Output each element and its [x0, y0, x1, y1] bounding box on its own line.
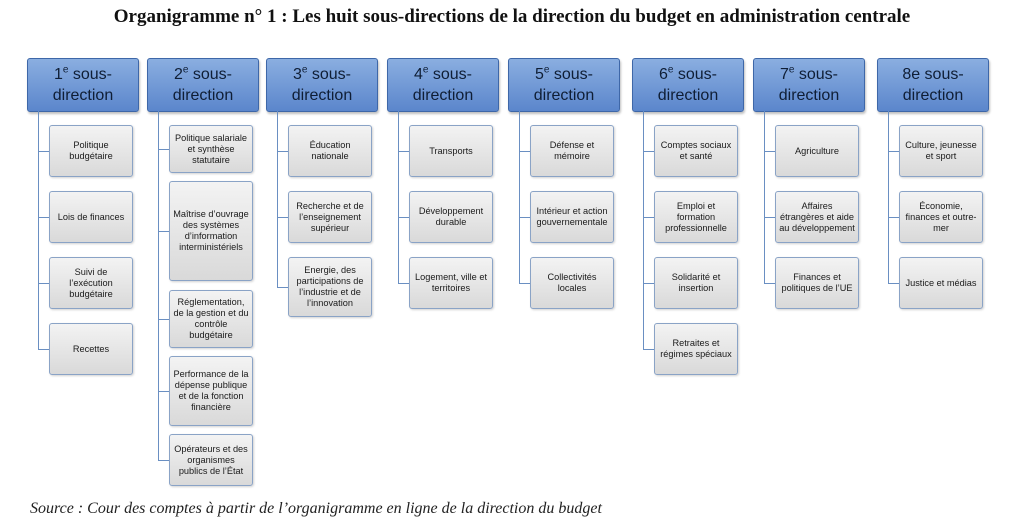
- bureau-label: Lois de finances: [57, 211, 125, 222]
- bureau-box: [654, 257, 738, 309]
- subdirection-number: 3: [292, 66, 302, 83]
- subdirection-label-part: sous-: [307, 66, 352, 83]
- bureau-box: [169, 290, 253, 348]
- bureau-box: [530, 125, 614, 177]
- bureau-box: [49, 191, 133, 243]
- subdirection-header: [508, 58, 620, 112]
- connector-horizontal: [38, 349, 49, 350]
- bureau-box: [409, 125, 493, 177]
- subdirection-label-part: sous-: [428, 66, 473, 83]
- connector-horizontal: [888, 217, 899, 218]
- subdirection-header-line: [414, 64, 472, 85]
- bureau-box: [49, 323, 133, 375]
- bureau-box: [288, 125, 372, 177]
- bureau-box: [530, 191, 614, 243]
- bureau-label: Agriculture: [795, 145, 839, 156]
- ordinal-suffix: e: [543, 64, 550, 76]
- subdirection-label-part: sous-: [673, 66, 718, 83]
- chart-title: Organigramme n° 1 : Les huit sous-directions de la direction du budget en administration centrale: [113, 6, 911, 27]
- subdirection-header: [27, 58, 139, 112]
- connector-horizontal: [277, 287, 288, 288]
- bureau-label: Culture, jeunesse et sport: [905, 140, 977, 161]
- subdirection-label-word: direction: [412, 87, 474, 104]
- connector-horizontal: [764, 217, 775, 218]
- bureau-label: Défense et mémoire: [549, 140, 595, 161]
- connector-horizontal: [158, 319, 169, 320]
- subdirection-header-line: [780, 64, 838, 85]
- subdirection-header: [387, 58, 499, 112]
- subdirection-header: [877, 58, 989, 112]
- subdirection-header: [632, 58, 744, 112]
- subdirection-label-word: direction: [533, 87, 595, 104]
- bureau-box: [288, 191, 372, 243]
- bureau-label: Logement, ville et territoires: [414, 272, 487, 293]
- subdirection-header-line: [174, 64, 232, 85]
- connector-horizontal: [398, 151, 409, 152]
- bureau-label: Opérateurs et des organismes publics de l’État: [174, 443, 248, 476]
- connector-vertical: [643, 111, 644, 349]
- subdirection-number: 7: [779, 66, 789, 83]
- connector-vertical: [398, 111, 399, 283]
- connector-horizontal: [38, 217, 49, 218]
- bureau-label: Recettes: [72, 343, 110, 354]
- subdirection-header-line: [659, 64, 717, 85]
- bureau-box: [775, 191, 859, 243]
- connector-horizontal: [398, 217, 409, 218]
- ordinal-suffix: e: [667, 64, 674, 76]
- connector-horizontal: [277, 217, 288, 218]
- connector-horizontal: [277, 151, 288, 152]
- subdirection-label-part: sous-: [920, 66, 964, 83]
- connector-horizontal: [38, 151, 49, 152]
- subdirection-label-word: direction: [291, 87, 353, 104]
- bureau-label: Collectivités locales: [547, 272, 597, 293]
- bureau-box: [169, 125, 253, 173]
- subdirection-number: 5: [534, 66, 544, 83]
- bureau-box: [899, 191, 983, 243]
- subdirection-number: 2: [173, 66, 183, 83]
- bureau-label: Comptes sociaux et santé: [660, 140, 732, 161]
- bureau-label: Développement durable: [418, 206, 484, 227]
- subdirection-label-word: direction: [172, 87, 234, 104]
- subdirection-header-line: [902, 64, 963, 85]
- connector-horizontal: [643, 217, 654, 218]
- bureau-box: [169, 434, 253, 486]
- connector-horizontal: [38, 283, 49, 284]
- bureau-label: Politique salariale et synthèse statutaire: [174, 132, 247, 165]
- connector-horizontal: [158, 231, 169, 232]
- bureau-label: Solidarité et insertion: [671, 272, 721, 293]
- bureau-label: Politique budgétaire: [69, 140, 113, 161]
- subdirection-label-part: sous-: [68, 66, 113, 83]
- bureau-box: [775, 257, 859, 309]
- subdirection-label-word: direction: [657, 87, 719, 104]
- connector-horizontal: [643, 151, 654, 152]
- bureau-label: Finances et politiques de l’UE: [781, 272, 853, 293]
- bureau-box: [288, 257, 372, 317]
- subdirection-label-word: direction: [902, 87, 964, 104]
- subdirection-header-line: [293, 64, 351, 85]
- bureau-label: Maîtrise d’ouvrage des systèmes d’information interministériels: [173, 209, 249, 252]
- bureau-label: Retraites et régimes spéciaux: [660, 338, 732, 359]
- connector-vertical: [764, 111, 765, 283]
- connector-horizontal: [158, 391, 169, 392]
- subdirection-header: [753, 58, 865, 112]
- bureau-box: [169, 181, 253, 281]
- subdirection-label-word: direction: [52, 87, 114, 104]
- connector-vertical: [519, 111, 520, 283]
- bureau-box: [654, 125, 738, 177]
- bureau-label: Energie, des participations de l’industrie et de l’innovation: [296, 265, 364, 308]
- bureau-label: Intérieur et action gouvernementale: [536, 206, 608, 227]
- bureau-box: [899, 125, 983, 177]
- ordinal-suffix: e: [301, 64, 308, 76]
- subdirection-number: 6: [658, 66, 668, 83]
- connector-horizontal: [888, 151, 899, 152]
- bureau-label: Suivi de l’exécution budgétaire: [69, 266, 113, 299]
- bureau-label: Justice et médias: [905, 277, 977, 288]
- subdirection-label-word: direction: [778, 87, 840, 104]
- bureau-label: Performance de la dépense publique et de la fonction financière: [173, 369, 249, 412]
- connector-horizontal: [158, 149, 169, 150]
- subdirection-header: [266, 58, 378, 112]
- subdirection-header: [147, 58, 259, 112]
- bureau-box: [409, 191, 493, 243]
- bureau-label: Économie, finances et outre-mer: [905, 200, 977, 233]
- subdirection-label-part: sous-: [188, 66, 233, 83]
- subdirection-number: 8e: [902, 66, 921, 83]
- bureau-box: [654, 323, 738, 375]
- ordinal-suffix: e: [182, 64, 189, 76]
- connector-vertical: [158, 111, 159, 460]
- connector-vertical: [888, 111, 889, 283]
- connector-horizontal: [764, 283, 775, 284]
- bureau-label: Réglementation, de la gestion et du contrôle budgétaire: [173, 297, 249, 340]
- bureau-box: [530, 257, 614, 309]
- subdirection-label-part: sous-: [549, 66, 594, 83]
- connector-horizontal: [643, 283, 654, 284]
- connector-horizontal: [158, 460, 169, 461]
- ordinal-suffix: e: [422, 64, 429, 76]
- subdirection-header-line: [54, 64, 112, 85]
- bureau-box: [49, 257, 133, 309]
- connector-vertical: [38, 111, 39, 349]
- bureau-label: Affaires étrangères et aide au développement: [779, 200, 855, 233]
- connector-vertical: [277, 111, 278, 287]
- bureau-box: [169, 356, 253, 426]
- bureau-box: [654, 191, 738, 243]
- connector-horizontal: [643, 349, 654, 350]
- source-note: Source : Cour des comptes à partir de l’organigramme en ligne de la direction du budget: [30, 500, 602, 517]
- bureau-label: Emploi et formation professionnelle: [665, 200, 727, 233]
- connector-horizontal: [764, 151, 775, 152]
- subdirection-header-line: [535, 64, 593, 85]
- connector-horizontal: [519, 283, 530, 284]
- subdirection-number: 1: [53, 66, 63, 83]
- bureau-label: Éducation nationale: [309, 140, 351, 161]
- bureau-label: Transports: [429, 145, 473, 156]
- bureau-box: [775, 125, 859, 177]
- bureau-box: [409, 257, 493, 309]
- bureau-box: [899, 257, 983, 309]
- connector-horizontal: [888, 283, 899, 284]
- ordinal-suffix: e: [62, 64, 69, 76]
- connector-horizontal: [519, 217, 530, 218]
- bureau-box: [49, 125, 133, 177]
- ordinal-suffix: e: [788, 64, 795, 76]
- subdirection-label-part: sous-: [794, 66, 839, 83]
- subdirection-number: 4: [413, 66, 423, 83]
- bureau-label: Recherche et de l’enseignement supérieur: [296, 200, 364, 233]
- connector-horizontal: [519, 151, 530, 152]
- connector-horizontal: [398, 283, 409, 284]
